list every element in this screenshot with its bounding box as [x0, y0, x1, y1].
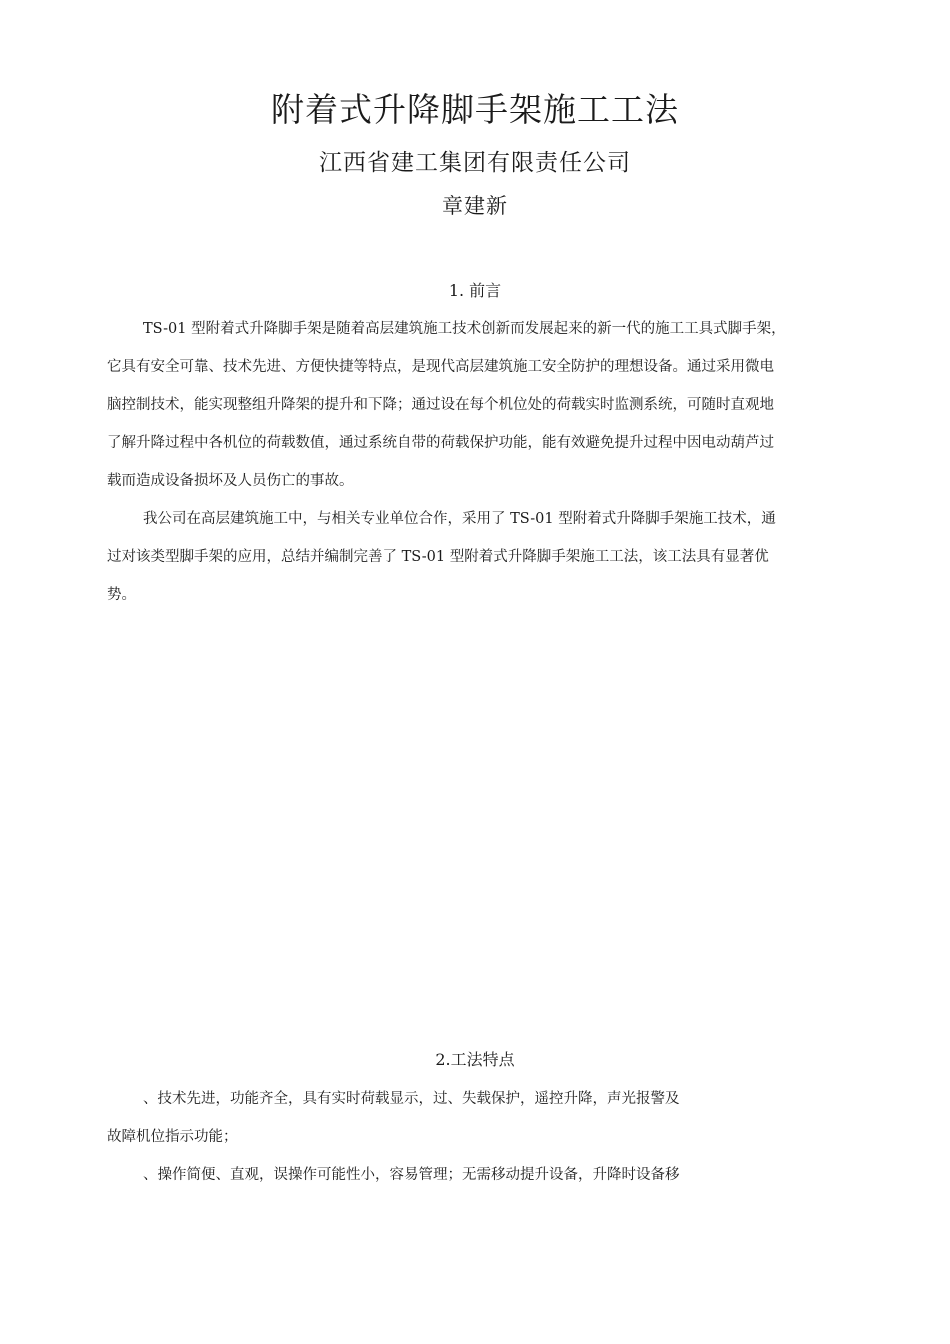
paragraph-line: 脑控制技术，能实现整组升降架的提升和下降；通过设在每个机位处的荷载实时监测系统，可随时直观地 — [107, 397, 774, 413]
paragraph-line: 、操作简便、直观，误操作可能性小，容易管理；无需移动提升设备，升降时设备移 — [143, 1167, 680, 1183]
document-title: 附着式升降脚手架施工工法 — [271, 90, 679, 129]
company-name: 江西省建工集团有限责任公司 — [319, 150, 631, 176]
paragraph-line: 它具有安全可靠、技术先进、方便快捷等特点，是现代高层建筑施工安全防护的理想设备。通过采用微电 — [107, 359, 774, 375]
paragraph-line: 势。 — [107, 587, 136, 603]
paragraph-line: 故障机位指示功能； — [107, 1129, 238, 1145]
feature-item-2 — [107, 1156, 747, 1194]
section-heading-preface: 1. 前言 — [448, 281, 502, 300]
paragraph-line: 载而造成设备损坏及人员伤亡的事故。 — [107, 473, 354, 489]
preface-paragraph-1 — [107, 310, 847, 500]
author-name: 章建新 — [442, 194, 508, 218]
paragraph-line: TS-01 型附着式升降脚手架是随着高层建筑施工技术创新而发展起来的新一代的施工工具式脚手架， — [143, 321, 786, 337]
section-heading-features: 2.工法特点 — [435, 1050, 515, 1069]
paragraph-line: 我公司在高层建筑施工中，与相关专业单位合作，采用了 TS-01 型附着式升降脚手架施工技术，通 — [143, 511, 776, 527]
feature-item-1 — [107, 1080, 747, 1156]
paragraph-line: 了解升降过程中各机位的荷载数值，通过系统自带的荷载保护功能，能有效避免提升过程中因电动葫芦过 — [107, 435, 774, 451]
preface-paragraph-2 — [107, 500, 847, 614]
paragraph-line: 过对该类型脚手架的应用，总结并编制完善了 TS-01 型附着式升降脚手架施工工法，该工法具有显著优 — [107, 549, 769, 565]
paragraph-line: 、技术先进，功能齐全，具有实时荷载显示，过、失载保护，遥控升降，声光报警及 — [143, 1091, 680, 1107]
